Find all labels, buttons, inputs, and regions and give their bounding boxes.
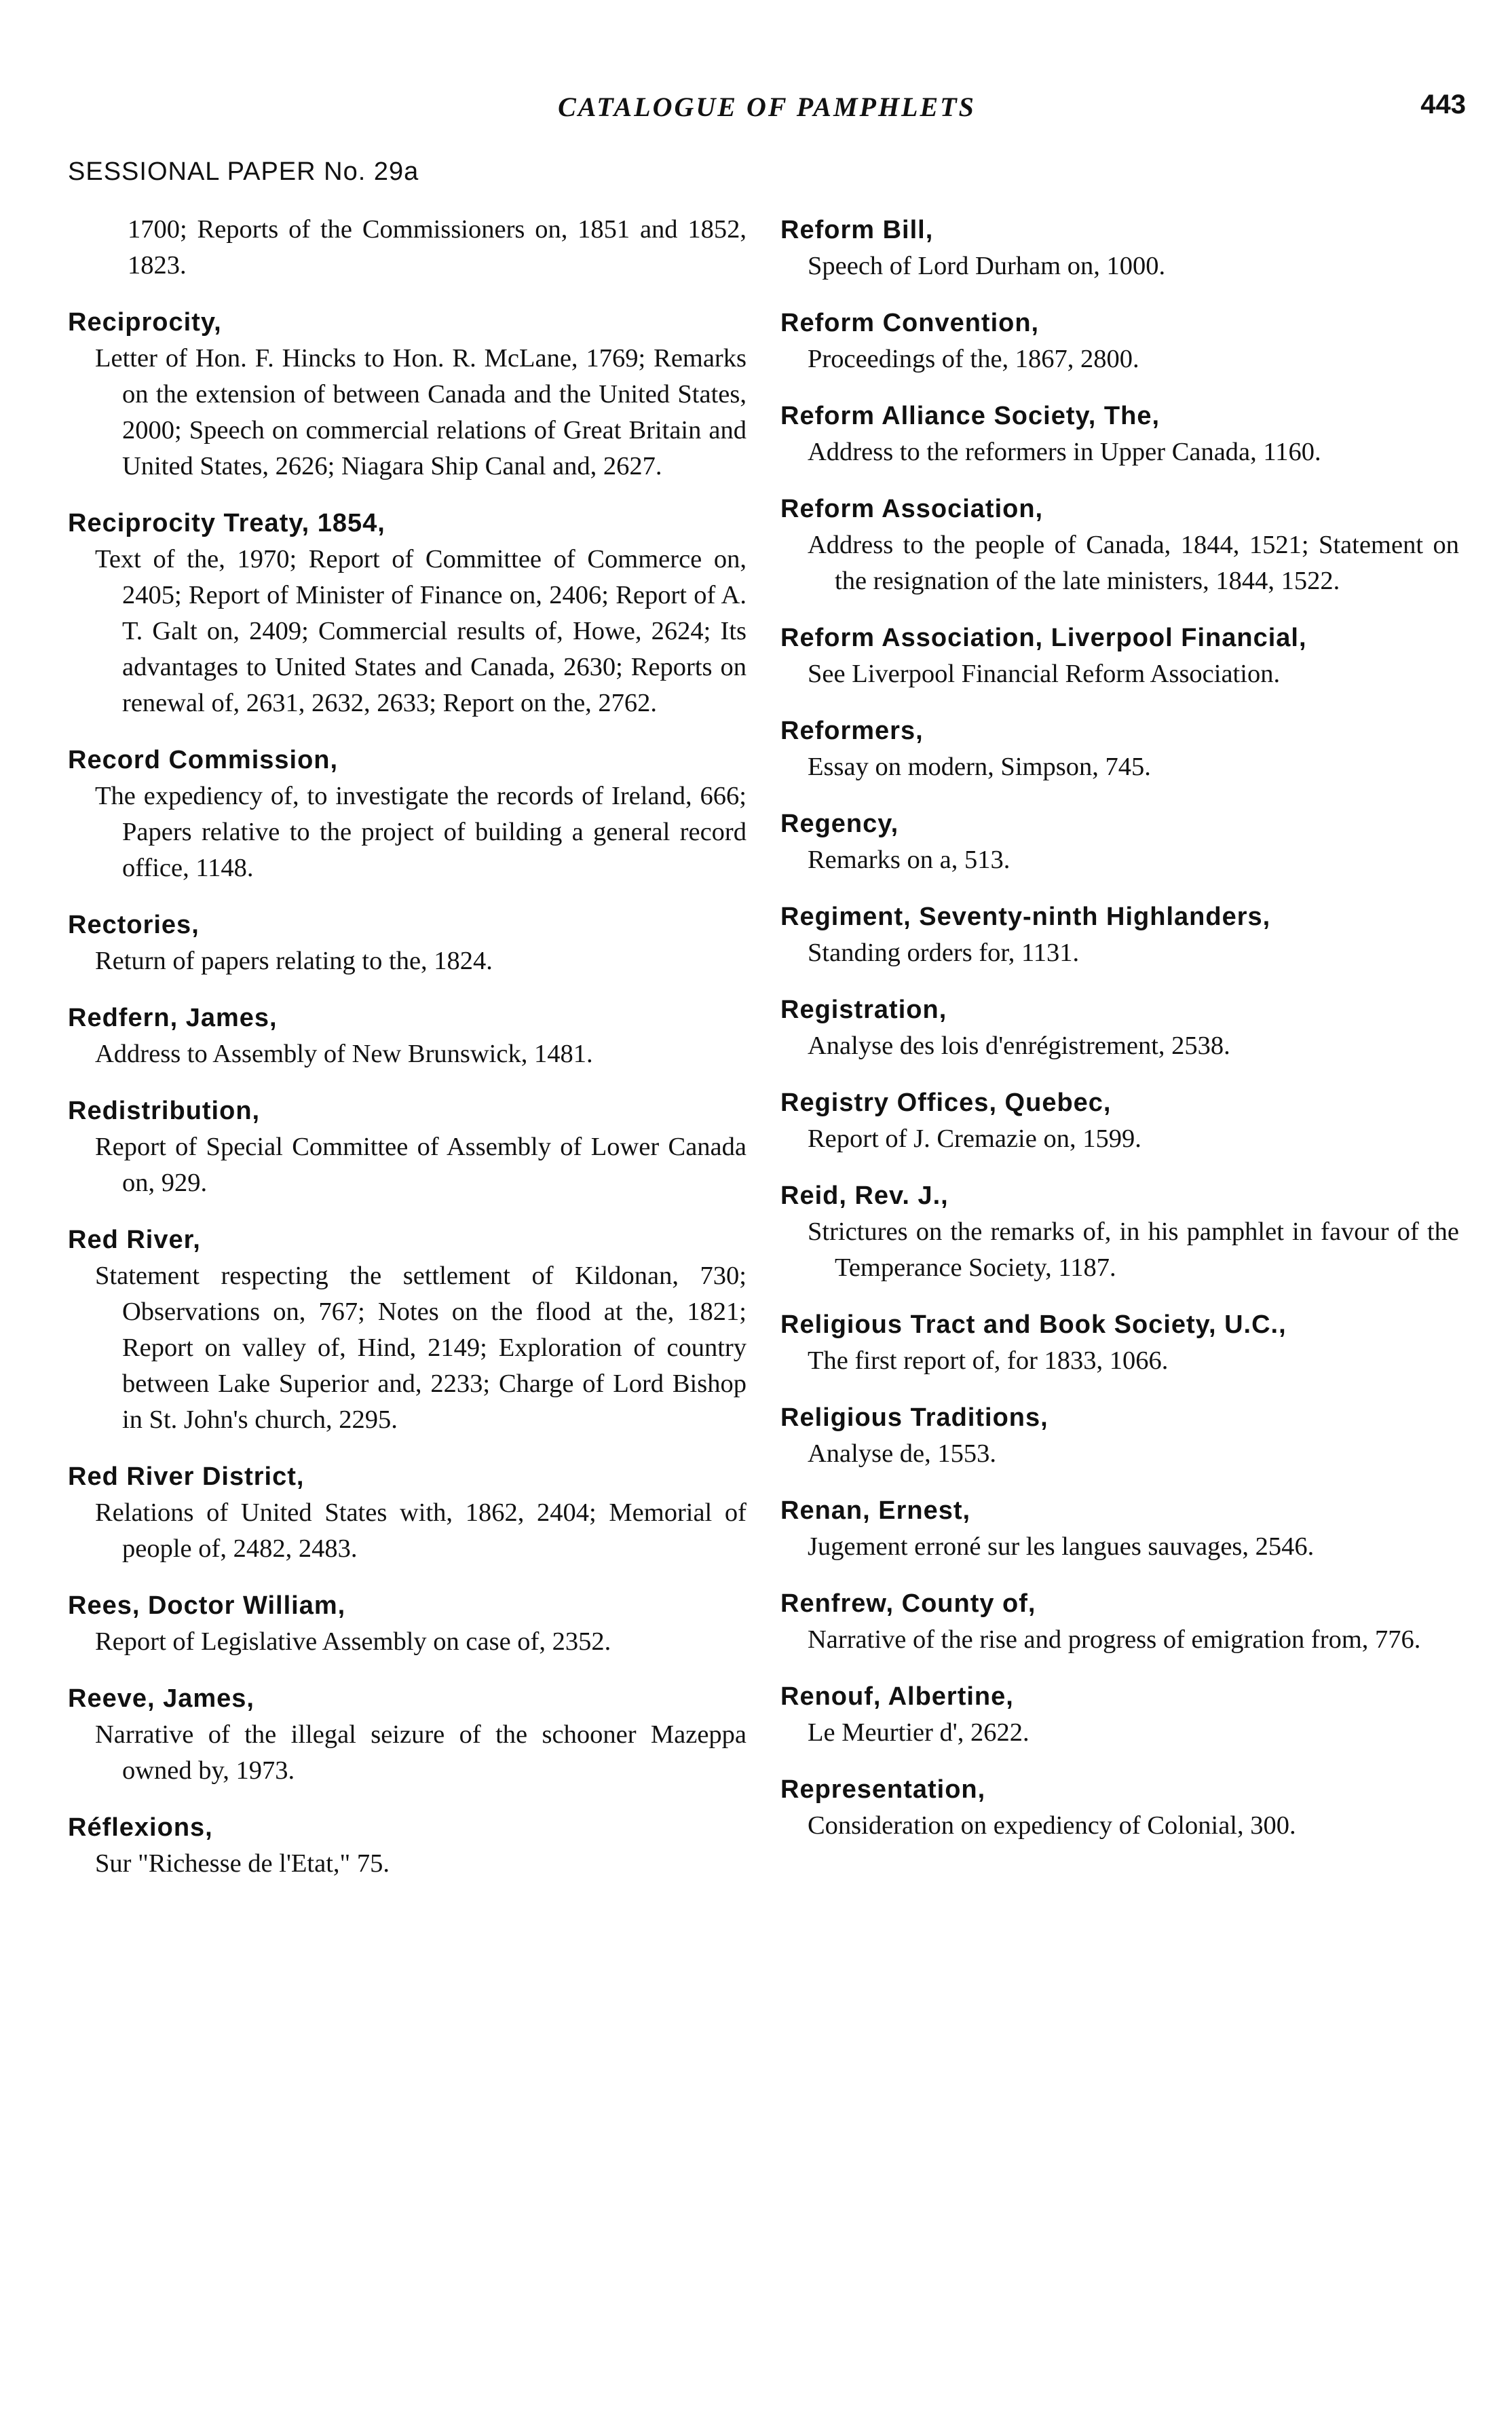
index-entry <box>780 1585 1459 1658</box>
entry-body: The first report of, for 1833, 1066. <box>808 1346 1169 1375</box>
entry-body: Address to Assembly of New Brunswick, 1481. <box>95 1040 593 1068</box>
index-entry <box>780 398 1459 470</box>
page-header <box>68 87 1466 128</box>
index-entry <box>68 907 746 979</box>
entry-heading: Reform Alliance Society, The, <box>780 402 1160 430</box>
left-column <box>68 212 746 1902</box>
entry-body: Report of Special Committee of Assembly of Lower Canada on, 929. <box>95 1133 746 1197</box>
entry-heading: Reform Convention, <box>780 309 1040 337</box>
index-entry <box>780 620 1459 692</box>
entry-heading: Representation, <box>780 1775 986 1804</box>
index-entry <box>780 713 1459 785</box>
index-entry <box>780 212 1459 284</box>
entry-heading: Religious Traditions, <box>780 1403 1048 1432</box>
index-entry <box>68 1809 746 1882</box>
entry-body: Text of the, 1970; Report of Committee of Commerce on, 2405; Report of Minister of Finance on, 2406; Report of A. T. Galt on, 2409; Commercial results of, Howe, 2624; Its advantages to United States and Canada, 2630; Reports on renewal of, 2631, 2632, 2633; Report on the, 2762. <box>95 545 746 717</box>
entry-body: Narrative of the rise and progress of emigration from, 776. <box>808 1625 1421 1654</box>
index-entry <box>68 1000 746 1072</box>
entry-heading: Red River District, <box>68 1462 305 1491</box>
entry-heading: Reform Association, <box>780 495 1044 523</box>
entry-body: Speech of Lord Durham on, 1000. <box>808 252 1166 280</box>
entry-body: Statement respecting the settlement of Kildonan, 730; Observations on, 767; Notes on the flood at the, 1821; Report on valley of, Hind, 2149; Exploration of country between Lake Superior and, 2233; Charge of Lord Bishop in St. John's church, 2295. <box>95 1262 746 1434</box>
entry-body: Address to the reformers in Upper Canada, 1160. <box>808 438 1321 466</box>
index-entry <box>68 1587 746 1660</box>
entry-body: Letter of Hon. F. Hincks to Hon. R. McLane, 1769; Remarks on the extension of between Canada and the United States, 2000; Speech on commercial relations of Great Britain and United States, 2626; Niagara Ship Canal and, 2627. <box>95 344 746 480</box>
entry-heading: Reform Bill, <box>780 216 934 244</box>
index-entry <box>780 1306 1459 1379</box>
entry-heading: Record Commission, <box>68 746 339 774</box>
entry-body: Consideration on expediency of Colonial, 300. <box>808 1811 1296 1840</box>
index-entry <box>780 899 1459 971</box>
entry-heading: Registration, <box>780 996 947 1024</box>
entry-body: Jugement erroné sur les langues sauvages, 2546. <box>808 1532 1315 1561</box>
index-entry <box>780 1678 1459 1751</box>
index-entry <box>780 1177 1459 1286</box>
entry-body: Remarks on a, 513. <box>808 846 1010 874</box>
running-title: CATALOGUE OF PAMPHLETS <box>558 92 976 122</box>
index-entry <box>780 305 1459 377</box>
entry-heading: Reformers, <box>780 717 924 745</box>
index-entry <box>780 1492 1459 1565</box>
index-entry <box>68 505 746 721</box>
entry-body: Relations of United States with, 1862, 2404; Memorial of people of, 2482, 2483. <box>95 1498 746 1563</box>
entry-body: Essay on modern, Simpson, 745. <box>808 753 1151 781</box>
entry-body: The expediency of, to investigate the records of Ireland, 666; Papers relative to the project of building a general record office, 1148. <box>95 782 746 882</box>
entry-heading: Redfern, James, <box>68 1004 278 1032</box>
entry-body: Proceedings of the, 1867, 2800. <box>808 345 1139 373</box>
entry-body: Narrative of the illegal seizure of the schooner Mazeppa owned by, 1973. <box>95 1720 746 1785</box>
index-entry <box>68 1458 746 1567</box>
entry-heading: Religious Tract and Book Society, U.C., <box>780 1310 1287 1339</box>
entry-heading: Reid, Rev. J., <box>780 1181 949 1210</box>
entry-body: Standing orders for, 1131. <box>808 939 1080 967</box>
entry-heading: Renouf, Albertine, <box>780 1682 1014 1711</box>
index-entry <box>780 1084 1459 1157</box>
entry-body: Report of J. Cremazie on, 1599. <box>808 1124 1141 1153</box>
index-entry <box>68 1093 746 1201</box>
index-entry <box>780 491 1459 599</box>
entry-heading: Rees, Doctor William, <box>68 1591 346 1620</box>
entry-heading: Reeve, James, <box>68 1684 254 1713</box>
entry-heading: Reciprocity, <box>68 308 222 337</box>
entry-body: Sur "Richesse de l'Etat," 75. <box>95 1849 390 1878</box>
entry-body: See Liverpool Financial Reform Association. <box>808 660 1281 688</box>
index-entry <box>68 304 746 485</box>
index-entry <box>780 1771 1459 1844</box>
entry-heading: Registry Offices, Quebec, <box>780 1089 1112 1117</box>
right-column <box>780 212 1459 1864</box>
index-entry <box>68 1222 746 1438</box>
index-entry <box>68 1680 746 1789</box>
sessional-paper-label: SESSIONAL PAPER No. 29a <box>68 157 419 186</box>
entry-body: Address to the people of Canada, 1844, 1521; Statement on the resignation of the late ministers, 1844, 1522. <box>808 531 1459 595</box>
entry-heading: Red River, <box>68 1226 201 1254</box>
entry-body: Report of Legislative Assembly on case of, 2352. <box>95 1627 611 1656</box>
entry-body: Le Meurtier d', 2622. <box>808 1718 1029 1747</box>
index-entry <box>68 212 746 284</box>
entry-body: 1700; Reports of the Commissioners on, 1851 and 1852, 1823. <box>128 215 746 280</box>
entry-heading: Redistribution, <box>68 1097 261 1125</box>
index-entry <box>780 1399 1459 1472</box>
entry-heading: Reciprocity Treaty, 1854, <box>68 509 385 537</box>
index-entry <box>68 742 746 886</box>
page-number: 443 <box>1420 90 1466 119</box>
entry-heading: Reform Association, Liverpool Financial, <box>780 624 1307 652</box>
entry-heading: Rectories, <box>68 911 200 939</box>
entry-heading: Regiment, Seventy-ninth Highlanders, <box>780 903 1271 931</box>
entry-heading: Regency, <box>780 810 899 838</box>
index-entry <box>780 991 1459 1064</box>
index-entry <box>780 806 1459 878</box>
entry-heading: Renfrew, County of, <box>780 1589 1036 1618</box>
entry-heading: Renan, Ernest, <box>780 1496 971 1525</box>
entry-body: Strictures on the remarks of, in his pamphlet in favour of the Temperance Society, 1187. <box>808 1217 1459 1282</box>
entry-body: Analyse de, 1553. <box>808 1439 996 1468</box>
entry-body: Return of papers relating to the, 1824. <box>95 947 493 975</box>
entry-body: Analyse des lois d'enrégistrement, 2538. <box>808 1032 1230 1060</box>
entry-heading: Réflexions, <box>68 1813 213 1842</box>
